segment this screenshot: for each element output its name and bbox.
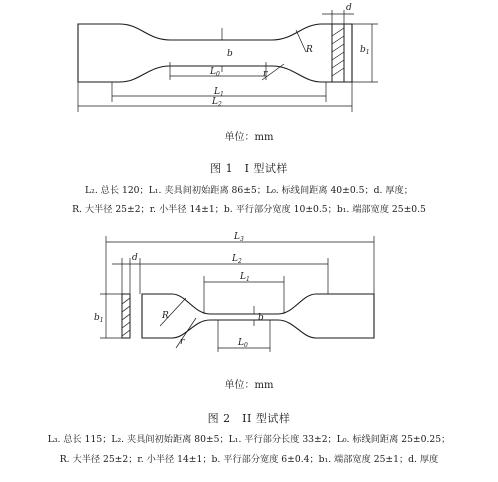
figure-1-drawing xyxy=(0,0,498,118)
dimension-d-1 xyxy=(322,3,354,24)
dimension-d-2 xyxy=(112,253,140,294)
dimension-L1-1 xyxy=(112,82,326,102)
label-L2-2: $L_2$ xyxy=(232,254,242,265)
dimension-L0-2 xyxy=(218,320,270,352)
figure-1-caption: 图 1 I 型试样 xyxy=(210,162,288,175)
label-b-2: b xyxy=(258,313,264,323)
label-b1-2: $b_1$ xyxy=(94,313,104,324)
figure-2-unit: 单位：mm xyxy=(224,380,274,391)
label-R-2: R xyxy=(162,311,169,321)
label-d-2: d xyxy=(132,253,138,263)
label-r-2: r xyxy=(180,337,185,347)
figure-2-drawing xyxy=(0,226,498,366)
label-L0-2: $L_0$ xyxy=(238,338,248,349)
dimension-L2-2 xyxy=(140,254,328,294)
label-L1-2: $L_1$ xyxy=(240,272,250,283)
label-L2: $L_2$ xyxy=(212,97,222,108)
label-L3: $L_3$ xyxy=(234,232,244,243)
label-d: d xyxy=(346,3,352,13)
dimension-L1-2 xyxy=(204,272,284,314)
figure-2-legend-line-1: L₃. 总长 115；L₂. 夹具间初始距离 80±5；L₁. 平行部分长度 33±2；L₀. 标线间距离 25±0.25； xyxy=(47,434,451,445)
label-b: b xyxy=(227,49,233,59)
figure-2-caption: 图 2 II 型试样 xyxy=(207,412,291,425)
label-r: r xyxy=(263,69,268,79)
figure-1-legend-line-1: L₂. 总长 120；L₁. 夹具间初始距离 86±5；L₀. 标线间距离 40±0.5；d. 厚度； xyxy=(85,185,413,196)
thickness-section-2 xyxy=(122,294,130,338)
dimension-b1-1 xyxy=(352,24,378,82)
figure-1-legend-line-2: R. 大半径 25±2；r. 小半径 14±1；b. 平行部分宽度 10±0.5；b₁. 端部宽度 25±0.5 xyxy=(72,204,426,215)
figure-2-legend-line-2: R. 大半径 25±2；r. 小半径 14±1；b. 平行部分宽度 6±0.4；b₁. 端部宽度 25±1；d. 厚度 xyxy=(59,454,439,465)
label-L0: $L_0$ xyxy=(210,67,220,78)
label-R: R xyxy=(306,45,313,55)
figure-1-unit: 单位：mm xyxy=(224,132,274,143)
dimension-b1-2 xyxy=(94,294,122,338)
label-b1: $b_1$ xyxy=(360,45,370,56)
label-L1: $L_1$ xyxy=(214,87,224,98)
